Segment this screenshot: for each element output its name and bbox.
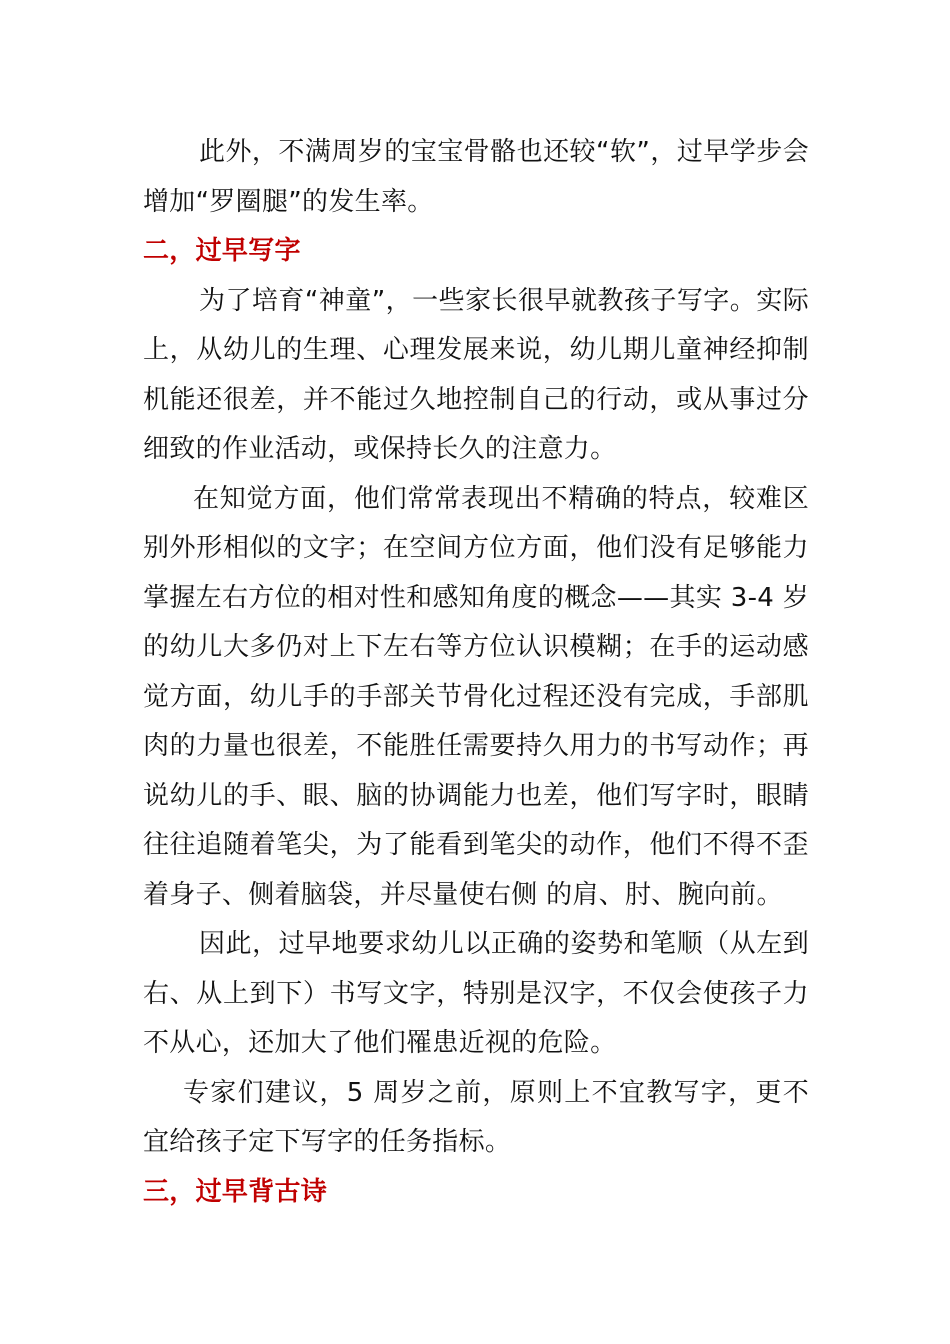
- paragraph-perception: 在知觉方面，他们常常表现出不精确的特点，较难区别外形相似的文字；在空间方位方面，他们没有足够能力掌握左右方位的相对性和感知角度的概念——其实 3-4 岁的幼儿大多仍对上下左右等方位认识模糊；在手的运动感觉方面，幼儿手的手部关节骨化过程还没有完成，手部肌肉的力量也很差，不能胜任需要持久用力的书写动作；再说幼儿的手、眼、脑的协调能力也差，他们写字时，眼睛往往追随着笔尖，为了能看到笔尖的动作，他们不得不歪着身子、侧着脑袋，并尽量使右侧 的肩、肘、腕向前。: [143, 483, 809, 910]
- paragraph-therefore: 因此，过早地要求幼儿以正确的姿势和笔顺（从左到右、从上到下）书写文字，特别是汉字，不仅会使孩子力不从心，还加大了他们罹患近视的危险。: [143, 929, 809, 1058]
- paragraph-expert-advice: 专家们建议，5 周岁之前，原则上不宜教写字，更不宜给孩子定下写字的任务指标。: [143, 1077, 809, 1157]
- paragraph-writing-intro: 为了培育“神童”，一些家长很早就教孩子写字。实际上，从幼儿的生理、心理发展来说，幼儿期儿童神经抑制机能还很差，并不能过久地控制自己的行动，或从事过分细致的作业活动，或保持长久的注意力。: [143, 285, 809, 464]
- section-heading-early-writing: 二，过早写字: [143, 236, 301, 266]
- paragraph-rickets-note: 此外，不满周岁的宝宝骨骼也还较“软”，过早学步会增加“罗圈腿”的发生率。: [143, 137, 809, 217]
- document-body: [143, 128, 809, 1217]
- section-heading-early-poems: 三，过早背古诗: [143, 1176, 328, 1207]
